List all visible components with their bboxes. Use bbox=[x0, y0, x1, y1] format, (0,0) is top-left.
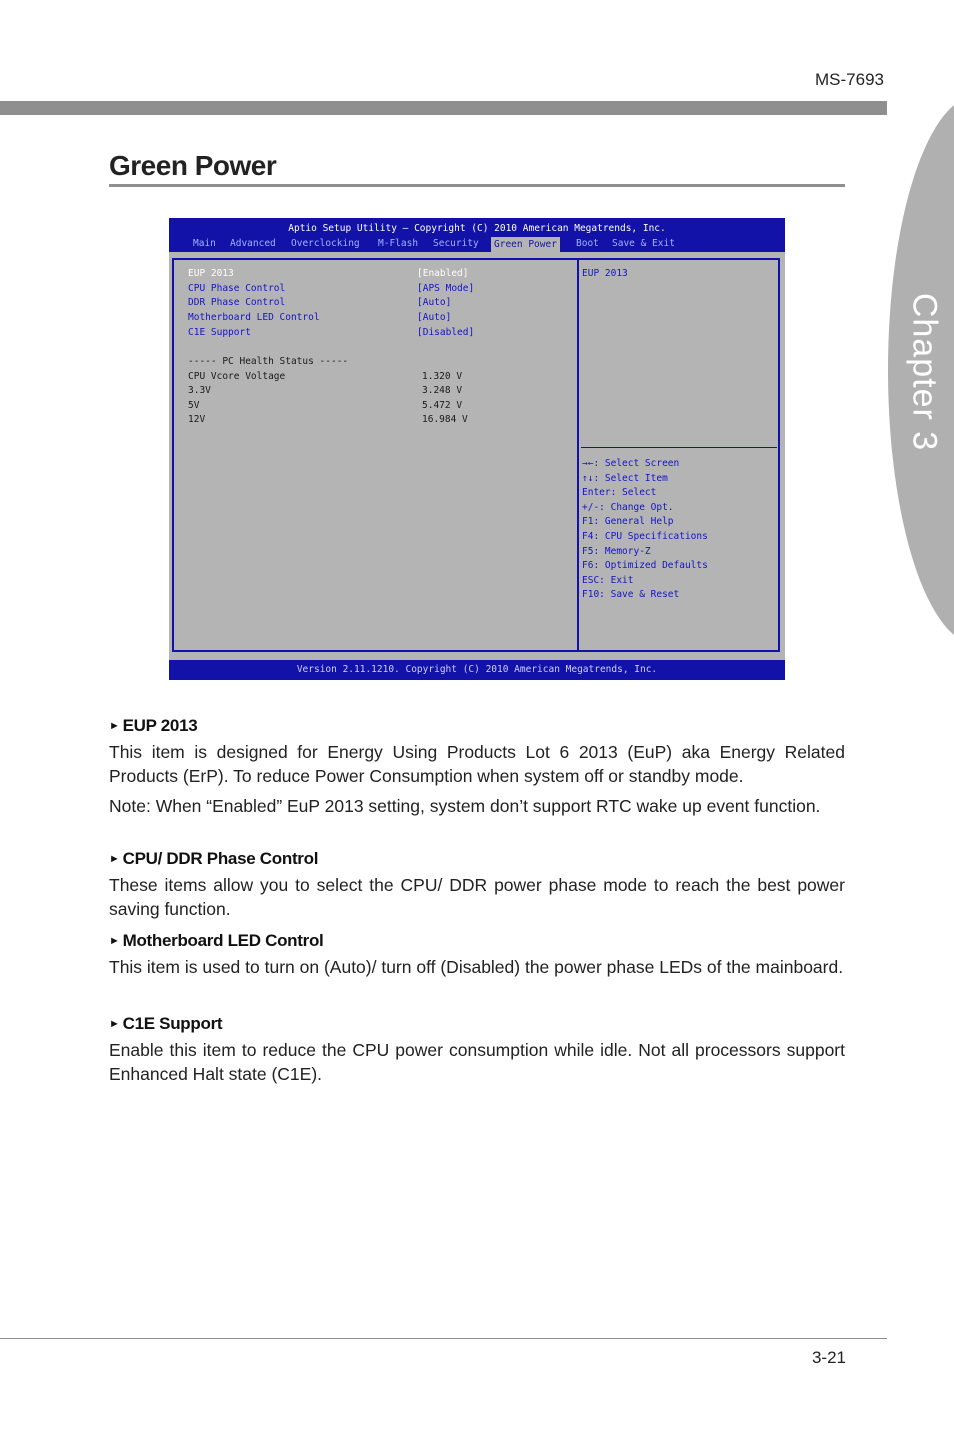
bios-health-label: CPU Vcore Voltage bbox=[188, 371, 286, 382]
page-title: Green Power bbox=[109, 150, 277, 181]
section-heading bbox=[109, 849, 845, 869]
triangle-bullet-icon: ► bbox=[109, 935, 120, 947]
chapter-label: Chapter 3 bbox=[905, 292, 944, 452]
title-underline bbox=[109, 184, 845, 187]
section-eup bbox=[109, 716, 845, 818]
bios-health-label: 3.3V bbox=[188, 385, 211, 396]
section-heading-text: EUP 2013 bbox=[122, 716, 198, 735]
section-heading bbox=[109, 716, 845, 736]
bios-key-hint: ESC: Exit bbox=[582, 575, 634, 586]
bios-tab-mflash[interactable]: M-Flash bbox=[378, 238, 419, 249]
section-led-control bbox=[109, 931, 845, 979]
triangle-bullet-icon: ► bbox=[109, 853, 120, 865]
bios-key-hint: F10: Save & Reset bbox=[582, 589, 680, 600]
bios-key-hint: Enter: Select bbox=[582, 487, 657, 498]
bios-tab-main[interactable]: Main bbox=[193, 238, 216, 249]
header-bar bbox=[0, 101, 887, 115]
bios-key-hint: F5: Memory-Z bbox=[582, 546, 651, 557]
bios-key-hint: F6: Optimized Defaults bbox=[582, 560, 708, 571]
bios-health-value: 5.472 V bbox=[422, 400, 463, 411]
bios-tab-overclocking[interactable]: Overclocking bbox=[291, 238, 360, 249]
bios-item-ddr-phase-label[interactable]: DDR Phase Control bbox=[188, 297, 286, 308]
section-heading bbox=[109, 1014, 845, 1034]
bios-help-title: EUP 2013 bbox=[582, 268, 628, 279]
page-number: 3-21 bbox=[811, 1348, 846, 1367]
bios-item-eup-label[interactable]: EUP 2013 bbox=[188, 268, 234, 279]
bios-item-c1e-value[interactable]: [Disabled] bbox=[417, 327, 475, 338]
bios-item-eup-value[interactable]: [Enabled] bbox=[417, 268, 469, 279]
triangle-bullet-icon: ► bbox=[109, 1018, 120, 1030]
bios-health-value: 3.248 V bbox=[422, 385, 463, 396]
triangle-bullet-icon: ► bbox=[109, 720, 120, 732]
bios-item-c1e-label[interactable]: C1E Support bbox=[188, 327, 251, 338]
bios-item-led-label[interactable]: Motherboard LED Control bbox=[188, 312, 320, 323]
bios-tab-advanced[interactable]: Advanced bbox=[230, 238, 276, 249]
bios-tab-save-exit[interactable]: Save & Exit bbox=[612, 238, 675, 249]
bios-title: Aptio Setup Utility – Copyright (C) 2010 American Megatrends, Inc. bbox=[288, 223, 666, 234]
section-phase-control bbox=[109, 849, 845, 921]
bios-header bbox=[169, 218, 785, 252]
section-heading-text: C1E Support bbox=[122, 1014, 223, 1033]
bios-tab-security[interactable]: Security bbox=[433, 238, 479, 249]
section-c1e bbox=[109, 1014, 845, 1086]
bios-footer: Version 2.11.1210. Copyright (C) 2010 American Megatrends, Inc. bbox=[169, 660, 785, 680]
model-number: MS-7693 bbox=[815, 70, 884, 89]
section-paragraph: Enable this item to reduce the CPU power consumption while idle. Not all processors support Enhanced Halt state (C1E). bbox=[109, 1040, 845, 1084]
bios-tab-green-power[interactable]: Green Power bbox=[491, 237, 560, 252]
bios-key-hint: F1: General Help bbox=[582, 516, 674, 527]
section-paragraph: This item is designed for Energy Using Products Lot 6 2013 (EuP) aka Energy Related Products (ErP). To reduce Power Consumption when system off or standby mode. bbox=[109, 742, 845, 786]
bios-health-header: ----- PC Health Status ----- bbox=[188, 356, 349, 367]
footer-rule bbox=[0, 1338, 887, 1339]
bios-key-hint: →←: Select Screen bbox=[582, 458, 680, 469]
section-heading-text: CPU/ DDR Phase Control bbox=[122, 849, 319, 868]
bios-item-cpu-phase-value[interactable]: [APS Mode] bbox=[417, 283, 475, 294]
bios-item-cpu-phase-label[interactable]: CPU Phase Control bbox=[188, 283, 286, 294]
bios-tab-boot[interactable]: Boot bbox=[576, 238, 599, 249]
bios-item-led-value[interactable]: [Auto] bbox=[417, 312, 452, 323]
bios-tab-bar bbox=[169, 237, 785, 252]
section-paragraph: This item is used to turn on (Auto)/ turn off (Disabled) the power phase LEDs of the mainboard. bbox=[109, 957, 844, 977]
bios-panel-divider bbox=[577, 258, 579, 652]
bios-health-label: 12V bbox=[188, 414, 206, 425]
bios-key-hint: ↑↓: Select Item bbox=[582, 473, 668, 484]
bios-health-label: 5V bbox=[188, 400, 200, 411]
bios-help-divider bbox=[581, 447, 777, 448]
bios-key-hint: +/-: Change Opt. bbox=[582, 502, 674, 513]
bios-health-value: 1.320 V bbox=[422, 371, 463, 382]
section-note: Note: When “Enabled” EuP 2013 setting, system don’t support RTC wake up event function. bbox=[109, 796, 821, 816]
bios-screenshot bbox=[169, 218, 785, 680]
section-heading-text: Motherboard LED Control bbox=[122, 931, 324, 950]
bios-item-ddr-phase-value[interactable]: [Auto] bbox=[417, 297, 452, 308]
section-paragraph: These items allow you to select the CPU/ DDR power phase mode to reach the best power saving function. bbox=[109, 875, 845, 919]
bios-key-hint: F4: CPU Specifications bbox=[582, 531, 708, 542]
bios-health-value: 16.984 V bbox=[422, 414, 468, 425]
section-heading bbox=[109, 931, 845, 951]
